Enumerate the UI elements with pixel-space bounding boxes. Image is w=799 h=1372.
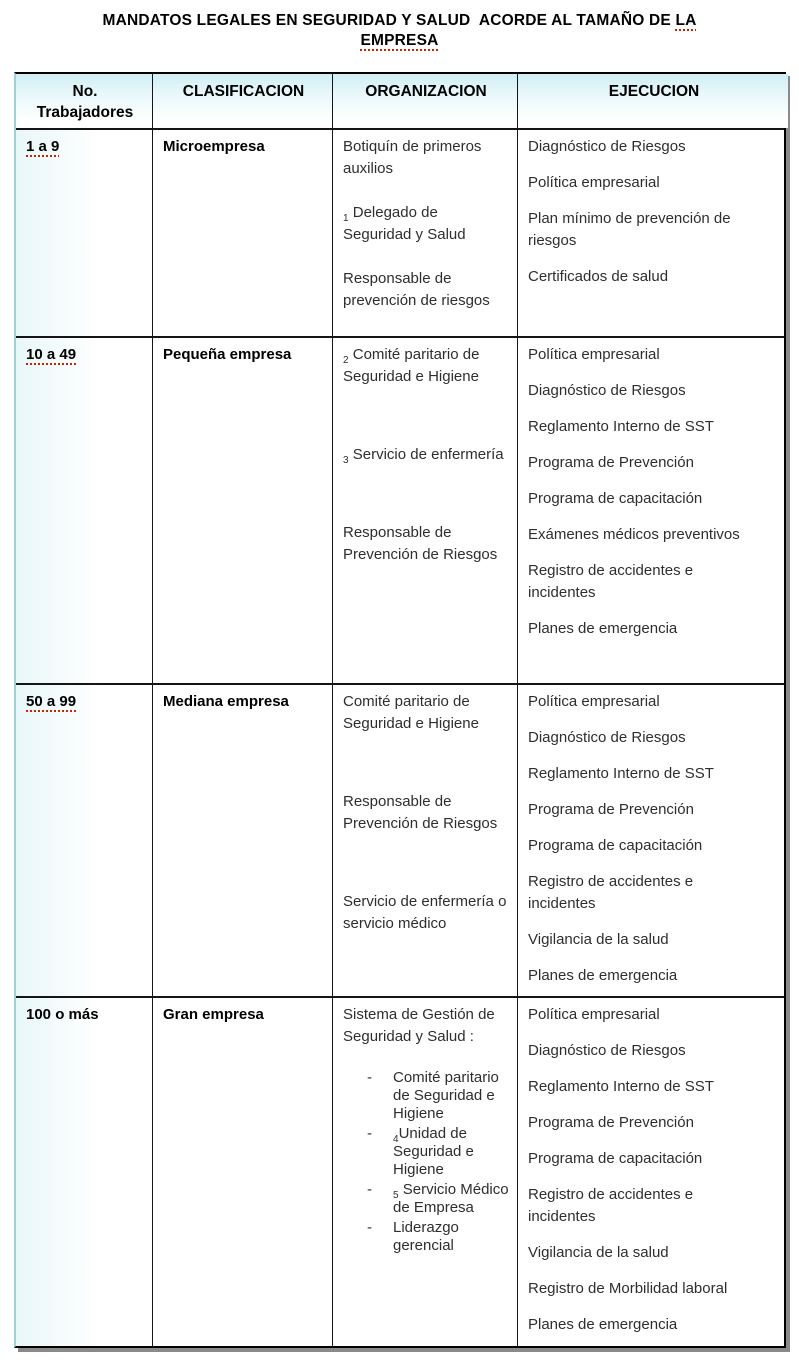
dash-bullet: - — [367, 1181, 372, 1198]
list-item: Servicio de enfermería o servicio médico — [343, 893, 507, 932]
classification-cell: Pequeña empresa — [153, 338, 333, 683]
execution-cell — [518, 998, 788, 1346]
table-row — [16, 685, 784, 998]
list-item: $_3$ Servicio de enfermería — [343, 446, 504, 466]
list-item: Registro de accidentes e incidentes — [528, 873, 694, 912]
list-item: - Comité paritario de Seguridad e Higiene — [367, 1069, 499, 1122]
execution-cell — [518, 685, 788, 996]
footnote-marker: 2 — [343, 355, 349, 366]
list-item: Programa de Prevención — [528, 454, 694, 471]
list-item: Certificados de salud — [528, 268, 669, 285]
table-row — [16, 130, 784, 338]
organization-cell — [333, 338, 518, 683]
workers-cell — [16, 685, 153, 996]
list-item: Política empresarial — [528, 1006, 660, 1023]
organization-cell — [333, 685, 518, 996]
list-item: Diagnóstico de Riesgos — [528, 1042, 686, 1059]
list-item: Programa de capacitación — [528, 490, 703, 507]
organization-cell — [333, 130, 518, 336]
list-item: Planes de emergencia — [528, 1316, 678, 1333]
dash-bullet: - — [367, 1219, 372, 1236]
header-ejecucion: EJECUCION — [518, 74, 788, 128]
list-item: Planes de emergencia — [528, 620, 678, 637]
list-item: Programa de capacitación — [528, 837, 703, 854]
list-item: Exámenes médicos preventivos — [528, 526, 740, 543]
footnote-marker: 3 — [343, 455, 349, 466]
list-item: Registro de Morbilidad laboral — [528, 1280, 728, 1297]
workers-value: 100 o más — [26, 1006, 99, 1023]
table-row — [16, 998, 784, 1346]
list-item: Política empresarial — [528, 693, 660, 710]
list-item: Política empresarial — [528, 346, 660, 363]
list-item: Vigilancia de la salud — [528, 931, 669, 948]
list-item: Reglamento Interno de SST — [528, 765, 714, 782]
mandates-table — [14, 72, 786, 1348]
list-item: Botiquín de primeros auxilios — [343, 138, 482, 177]
footnote-marker: 1 — [343, 213, 349, 224]
list-item: - Liderazgo gerencial — [367, 1219, 459, 1254]
list-item: Reglamento Interno de SST — [528, 1078, 714, 1095]
classification-cell: Gran empresa — [153, 998, 333, 1346]
header-no-trabajadores: No. Trabajadores — [16, 74, 153, 128]
page-title — [0, 11, 799, 51]
list-item: Responsable de prevención de riesgos — [343, 270, 490, 309]
workers-value: 10 a 49 — [26, 346, 77, 363]
workers-cell — [16, 338, 153, 683]
list-item: Plan mínimo de prevención de riesgos — [528, 210, 731, 249]
list-item: $_2$ Comité paritario de Seguridad e Higiene — [343, 346, 480, 385]
execution-cell — [518, 130, 788, 336]
list-item: Responsable de Prevención de Riesgos — [343, 793, 498, 832]
title-line1-underlined-word: LA — [675, 12, 697, 29]
list-item: Responsable de Prevención de Riesgos — [343, 524, 498, 563]
list-item: Diagnóstico de Riesgos — [528, 729, 686, 746]
table-header-row — [16, 74, 784, 130]
list-item: Registro de accidentes e incidentes — [528, 562, 694, 601]
list-item: Sistema de Gestión de Seguridad y Salud : — [343, 1006, 495, 1045]
execution-cell — [518, 338, 788, 683]
list-item: Reglamento Interno de SST — [528, 418, 714, 435]
list-item: - $_4$Unidad de Seguridad e Higiene — [367, 1125, 474, 1178]
list-item: Programa de capacitación — [528, 1150, 703, 1167]
list-item: Planes de emergencia — [528, 967, 678, 984]
organization-cell — [333, 998, 518, 1346]
header-organizacion: ORGANIZACION — [333, 74, 518, 128]
list-item: Política empresarial — [528, 174, 660, 191]
table-row — [16, 338, 784, 685]
list-item: Comité paritario de Seguridad e Higiene — [343, 693, 479, 732]
list-item: Vigilancia de la salud — [528, 1244, 669, 1261]
dash-bullet: - — [367, 1069, 372, 1086]
workers-cell — [16, 998, 153, 1346]
list-item: Registro de accidentes e incidentes — [528, 1186, 694, 1225]
list-item: Diagnóstico de Riesgos — [528, 382, 686, 399]
footnote-marker: 4 — [393, 1134, 399, 1145]
classification-cell: Microempresa — [153, 130, 333, 336]
list-item: Programa de Prevención — [528, 801, 694, 818]
list-item: Programa de Prevención — [528, 1114, 694, 1131]
header-clasificacion: CLASIFICACION — [153, 74, 333, 128]
dash-bullet: - — [367, 1125, 372, 1142]
workers-value: 1 a 9 — [26, 138, 60, 155]
classification-cell: Mediana empresa — [153, 685, 333, 996]
list-item: - $_5$ Servicio Médico de Empresa — [367, 1181, 509, 1216]
workers-cell — [16, 130, 153, 336]
list-item: $_1$ Delegado de Seguridad y Salud — [343, 204, 466, 243]
footnote-marker: 5 — [393, 1190, 399, 1201]
workers-value: 50 a 99 — [26, 693, 77, 710]
list-item: Diagnóstico de Riesgos — [528, 138, 686, 155]
title-line1: MANDATOS LEGALES EN SEGURIDAD Y SALUD ACORDE AL TAMAÑO DE — [102, 12, 671, 29]
title-line2-underlined-word: EMPRESA — [360, 32, 439, 49]
